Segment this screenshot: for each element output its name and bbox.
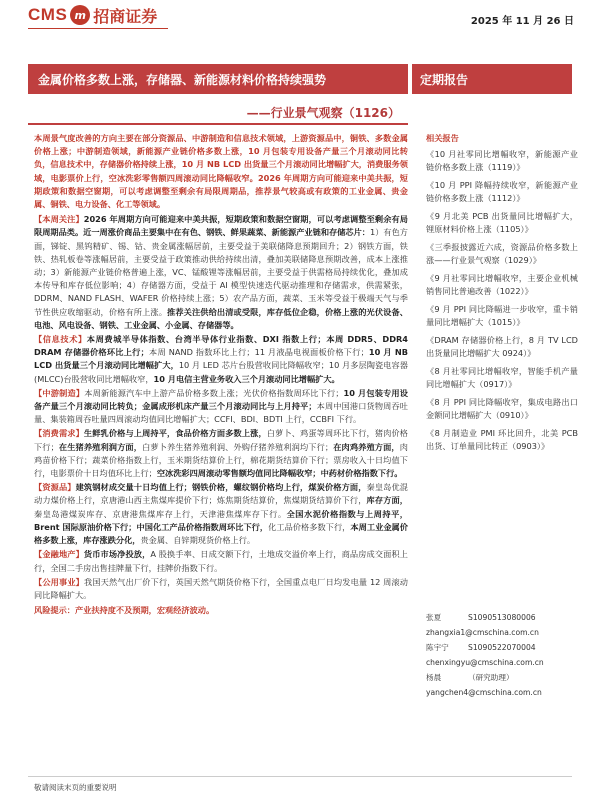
section-bold: 10 月包装专用设备产量三个月滚动同比转负；金属成形机床产量三个月滚动同比与上月持平； (34, 387, 408, 412)
section-text: 白萝卜养生猪养殖利润、外购仔猪养殖利润均下行； (142, 441, 334, 452)
analyst-row (426, 670, 578, 685)
section-text: 贵金属、自锌期现货价格上行。 (140, 535, 256, 546)
section-bold: 10 月 NB LCD 出货量三个月滚动同比增幅扩大， (34, 347, 408, 371)
logo-text-en: CMS (28, 5, 68, 24)
main-content (34, 132, 408, 617)
analyst-email[interactable]: zhangxia1@cmschina.com.cn (426, 628, 539, 637)
footer-disclaimer: 敬请阅读末页的重要说明 (34, 783, 117, 792)
analyst-name: 杨晨 (426, 673, 442, 682)
report-type-tag: 定期报告 (412, 64, 572, 94)
section-text: 我国天然气出厂价下行，英国天然气期货价格下行，全国重点电厂日均发电量 12 周滚动同比降幅扩大。 (34, 576, 408, 600)
section-finance (34, 548, 408, 574)
footer-rule (28, 776, 572, 777)
section-text: 本周新能源汽车中上游产品价格多数上涨；光伏价格指数周环比下行； (84, 387, 344, 398)
section-bold: 生鲜乳价格与上周持平，食品价格方面多数上涨， (83, 428, 267, 439)
related-report-link[interactable]: 《9 月北美 PCB 出货量同比增幅扩大，锂原材料价格上涨（1105）》 (426, 210, 578, 234)
logo-underline (28, 28, 168, 29)
report-date: 2025 年 11 月 26 日 (470, 16, 574, 27)
section-text: A 股换手率、日成交额下行，土地成交溢价率上行，商品房成交面积上行，全国二手房出售挂牌量下行，挂牌价指数下行。 (34, 549, 408, 573)
section-text: 秦皇岛优混动力煤价格上行，京唐港山西主焦煤库提价下行；炼焦期货结算价，焦煤期货结算价下行， (34, 482, 408, 506)
section-bold: 货币市场净投放， (83, 549, 151, 560)
section-bold: 空冰洗彩四周滚动零售额均值同比降幅收窄；中药材价格指数下行。 (156, 468, 403, 479)
analyst-name: 陈宇宁 (426, 643, 449, 652)
section-consumer (34, 427, 408, 480)
related-report-link[interactable]: 《9 月 PPI 同比降幅进一步收窄，重卡销量同比增幅扩大（1015）》 (426, 303, 578, 327)
section-bold: 推荐关注供给出清或受限，库存低位企稳，价格上涨的光伏设备、电池、风电设备、钢铁、工业金属、小金属、存储器等。 (34, 306, 408, 330)
related-report-link[interactable]: 《9 月社零同比增幅收窄，主要企业机械销售同比普遍改善（1022）》 (426, 272, 578, 296)
section-label: 【消费需求】 (34, 428, 84, 439)
section-text: 肉鸡苗价格下行；蔬菜价格指数上行，玉米期货结算价上行，棉花期货结算价下行；票房收入十日均值下行，电影票价十日均值环比上行； (34, 441, 408, 479)
section-bold: 库存方面， (366, 495, 408, 506)
section-text: 本周 NAND 指数环比上行；11 月液晶电视面板价格下行； (148, 347, 369, 358)
analyst-row (426, 640, 578, 655)
section-bold: 全国水泥价格指数与上周持平，Brent 国际原油价格下行；中国化工产品价格指数周环比下行， (34, 508, 408, 532)
analyst-id: S1090522070004 (468, 643, 536, 652)
section-focus (34, 213, 408, 332)
section-text: 秦皇岛港煤炭库存、京唐港焦煤库存上行，天津港焦煤库存下行。 (34, 508, 287, 519)
section-bold: 在生猪养殖利润方面， (58, 441, 143, 452)
section-text: 1）有色方面，锑锭、黑钨精矿、锡、钴、贵金属涨幅居前，主要受益于美联储降息预期回升；2）钢铁方面，铁铁、热轧板卷等涨幅居前，主要受益于政策推动供给持续出清，叠加美联储降息预期改善，成本上涨推动；3）新能源产业链价格普遍上涨，VC、锰酸锂等涨幅居前，主要受益于供需格局持续优化，叠加成本传导和库存低位影响；4）存储器方面，受益于 AI 模型快速迭代驱动推理和存储需求，供需紧张，DDRM、NAND FLASH、WAFER 价格持续上涨；5）农产品方面，蔬菜、玉米等受益于极端天气与季节性供应收缩驱动，价格有所上涨。 (34, 227, 408, 317)
section-text: 10 月 LED 芯片台股营收同比降幅收窄；10 月多层陶瓷电容器(MLCC)台股营收同比增幅收窄， (34, 360, 408, 384)
section-label: 【中游制造】 (34, 387, 85, 398)
analyst-email[interactable]: chenxingyu@cmschina.com.cn (426, 658, 544, 667)
related-report-link[interactable]: 《8 月社零同比增幅收窄，智能手机产量同比增幅扩大（0917）》 (426, 365, 578, 389)
related-report-link[interactable]: 《10 月 PPI 降幅持续收窄，新能源产业链价格多数上涨（1112）》 (426, 179, 578, 203)
analyst-row (426, 610, 578, 625)
section-text: 本周中国港口货物周吞吐量、集装箱周吞吐量四周滚动均值同比增幅扩大；CCFI、BDI、BDTI 上行，CCBFI 下行。 (34, 401, 408, 425)
company-logo (28, 4, 157, 26)
analyst-id: （研究助理） (468, 673, 514, 682)
subtitle-rule (28, 123, 408, 125)
section-label: 【信息技术】 (34, 334, 87, 345)
report-title: 金属价格多数上涨，存储器、新能源材料价格持续强势 (28, 64, 408, 94)
analyst-id: S1090513080006 (468, 613, 536, 622)
related-reports-sidebar (426, 132, 578, 458)
related-report-link[interactable]: 《DRAM 存储器价格上行，8 月 TV LCD 出货量同比增幅扩大 0924）》 (426, 334, 578, 358)
summary-paragraph: 本周景气度改善的方向主要在部分资源品、中游制造和信息技术领域，上游资源品中，铜铁、多数金属价格上涨；中游制造领域，新能源产业链价格多数上涨，10 月包装专用设备产量三个月滚动同比转负，信息技术中，存储器价格持续上涨，10 月 NB LCD 出货量三个月滚动同比增幅扩大，消费服务领域，电影票价上行，空冰洗彩零售额四周滚动同比降幅收窄。2026 年周期方向可能迎来中美共振，短期政策和数据空窗期，可以考虑调整至剩余有局限周期品，推荐景气较高或有政策的工业金属、贵金属、铜铁、电力设备、化工等领域。 (34, 133, 408, 210)
related-reports-title: 相关报告 (426, 133, 459, 143)
section-bold: 本周工业金属价格多数上涨，库存涨跌分化， (34, 521, 408, 546)
section-bold: 本周费城半导体指数、台湾半导体行业指数、DXI 指数上行；本周 DDR5、DDR4 DRAM 存储器价格环比上行； (34, 334, 408, 358)
section-bold: 10 月电信主营业务收入三个月滚动同比增幅扩大。 (153, 373, 340, 384)
report-subtitle: ——行业景气观察（1126） (246, 106, 400, 120)
section-bold: 在肉鸡养殖方面， (333, 441, 400, 452)
risk-warning: 风险提示：产业扶持度不及预期，宏观经济波动。 (34, 605, 215, 616)
section-label: 【资源品】 (34, 482, 76, 493)
section-bold: 建筑钢材成交量十日均值上行；钢铁价格，螺纹钢价格均上行，煤炭价格方面， (75, 482, 367, 493)
section-label: 【公用事业】 (34, 576, 84, 587)
section-resources (34, 481, 408, 547)
section-bold: 2026 年周期方向可能迎来中美共振，短期政策和数据空窗期，可以考虑调整至剩余有局限周期品类。近一周涨价商品主要集中在有色、钢铁、鲜果蔬菜、新能源产业链和存储芯片： (34, 214, 408, 238)
related-report-link[interactable]: 《8 月 PPI 同比降幅收窄，集成电路出口金额同比增幅扩大（0910）》 (426, 396, 578, 420)
related-report-link[interactable]: 《8 月制造业 PMI 环比回升，北美 PCB 出货、订单量同比转正（0903）》 (426, 427, 578, 451)
section-label: 【本周关注】 (34, 214, 84, 225)
section-text: 化工品价格多数下行， (268, 521, 351, 532)
analyst-block (426, 610, 578, 700)
section-text: 白萝卜、鸡蛋等周环比下行，猪肉价格下行； (34, 428, 408, 452)
logo-text-cn: 招商证券 (93, 6, 158, 26)
section-utilities (34, 576, 408, 602)
analyst-name: 张夏 (426, 613, 442, 622)
related-report-link[interactable]: 《三季报披露近六成，资源品价格多数上涨——行业景气观察（1029）》 (426, 241, 578, 265)
analyst-email[interactable]: yangchen4@cmschina.com.cn (426, 688, 542, 697)
logo-mark-icon: m (70, 5, 90, 25)
section-midstream (34, 387, 408, 427)
section-it (34, 333, 408, 386)
section-label: 【金融地产】 (34, 549, 84, 560)
related-report-link[interactable]: 《10 月社零同比增幅收窄，新能源产业链价格多数上涨（1119）》 (426, 148, 578, 172)
